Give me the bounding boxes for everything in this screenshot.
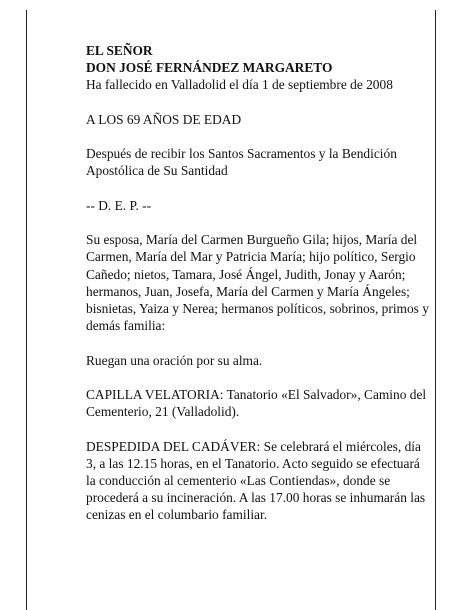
age-statement: A LOS 69 AÑOS DE EDAD — [86, 111, 242, 127]
chapel-info: CAPILLA VELATORIA: Tanatorio «El Salvador», Camino del Cementerio, 21 (Valladolid). — [86, 386, 427, 420]
deceased-title: EL SEÑOR — [86, 43, 153, 58]
deceased-name: DON JOSÉ FERNÁNDEZ MARGARETO — [86, 60, 333, 76]
prayer-request: Ruegan una oración por su alma. — [86, 352, 263, 368]
death-statement: Ha fallecido en Valladolid el día 1 de septiembre de 2008 — [86, 77, 393, 93]
obituary-notice — [86, 42, 430, 541]
sacraments-statement: Después de recibir los Santos Sacramentos y la Bendición Apostólica de Su Santidad — [86, 146, 397, 179]
family-list: Su esposa, María del Carmen Burgueño Gila; hijos, María del Carmen, María del Mar y Patricia María; hijo político, Sergio Cañedo; nietos, Tamara, José Ángel, Judith, Jonay y Aarón; hermanos, Juan, Josefa, María del Carmen y María Ángeles; bisnietas, Yaiza y Nerea; hermanos políticos, sobrinos, primos y demás familia: — [86, 232, 429, 334]
farewell-info: DESPEDIDA DEL CADÁVER: Se celebrará el miércoles, día 3, a las 12.15 horas, en el Tanatorio. Acto seguido se efectuará la conducción al cementerio «Las Contiendas», donde se procederá a su incineración. A las 17.00 horas se inhumarán las cenizas en el columbario familiar. — [86, 438, 426, 523]
rip-line: -- D. E. P. -- — [86, 197, 152, 213]
